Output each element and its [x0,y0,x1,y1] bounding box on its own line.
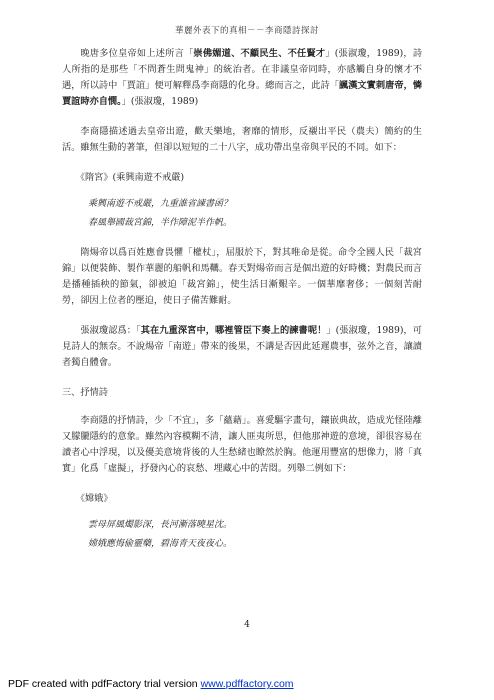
quote-bold-2: 諷漢文實刺唐帝，憐賈誼時亦自憫。 [62,80,423,107]
pdf-footer: PDF created with pdfFactory trial version www.pdffactory.com [8,678,294,690]
poem-sui-palace [88,196,422,231]
section-heading: 三、抒情詩 [62,387,108,398]
quote-bold-3: 其在九重深宮中，哪裡管臣下奏上的諫書呢！ [140,325,327,336]
paragraph-2: 李商隱描述過去皇帝出遊，歡天樂地，奢靡的情形，反襯出平民（農夫）簡約的生活。雖無生動的著筆，但卻以短短的二十八字，成功帶出皇帝與平民的不同。如下： [62,126,422,153]
running-header: 華麗外表下的真相－－李商隱詩探討 [174,26,319,36]
paragraph-1: 晚唐多位皇帝如上述所言「崇佛媚道、不顧民生、不任賢才」(張淑瓊，1989)，詩人所指的是那些「不問蒼生問鬼神」的統治者。在非議皇帝同時，亦感觸自身的懷才不遇，所以詩中「賈誼」便可解釋爲李商隱的化身。總而言之，此詩「諷漢文實刺唐帝，憐賈誼時亦自憫。」(張淑瓊，1989) [62,48,423,107]
document-body [62,46,422,566]
paragraph-5: 李商隱的抒情詩，少「不宜」，多「蘊藉」。喜愛驅字畫句，鑲嵌典故，造成光怪陸離又朦朧隱約的意象。雖然內容模糊不清，讓人匪夷所思，但他那神遊的意境，卻很容易在讀者心中浮現，以及優美意境背後的人生愁緒也瞭然於胸。他運用豐富的想像力，將「真實」化爲「虛擬」，抒發內心的哀愁、埋藏心中的苦悶。列舉二例如下： [62,415,422,474]
poem-chang-e [88,517,422,552]
paragraph-4: 張淑瓊認爲：「其在九重深宮中，哪裡管臣下奏上的諫書呢！」(張淑瓊，1989)，可見詩人的無奈。不說煬帝「南遊」帶來的後果，不講是否因此延遲農事，弦外之音，讓讀者獨自體會。 [62,325,422,368]
poem-line: 春風舉國裁宮錦，半作障泥半作帆。 [88,218,233,228]
quote-bold-1: 崇佛媚道、不顧民生、不任賢才 [193,48,326,59]
poem-line: 雲母屏風燭影深，長河漸落曉星沈。 [88,520,233,530]
poem-title-chang-e: 《嫦娥》 [75,493,113,504]
page-number: 4 [244,620,250,630]
pdffactory-link[interactable]: www.pdffactory.com [200,678,294,690]
poem-line: 乘興南遊不戒嚴，九重誰省諫書函？ [88,199,233,209]
paragraph-3: 隋煬帝以爲百姓應會畏懼「權杖」，屈服於下，對其唯命是從。命令全國人民「裁宮錦」以便裝飾、製作華麗的船帆和馬韉。春天對煬帝而言是個出遊的好時機；對農民而言是播種插秧的節氣，卻被迫「裁宮錦」，使生活日漸艱辛。一個華靡奢侈；一個刻苦耐勞，卻因上位者的壓迫，使日子備苦難耐。 [62,247,422,306]
poem-title-sui-palace: 《隋宮》(乘興南遊不戒嚴) [75,172,185,183]
poem-line: 嫦娥應悔偷靈藥，碧海青天夜夜心。 [88,539,233,549]
